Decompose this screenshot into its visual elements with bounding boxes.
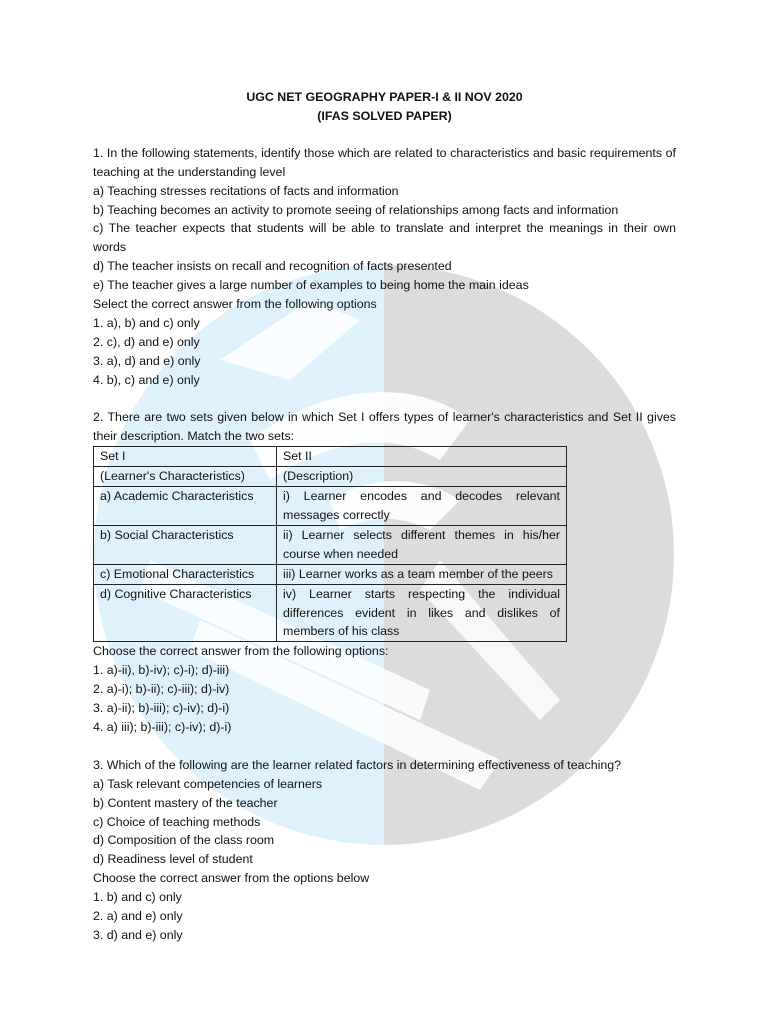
table-cell: d) Cognitive Characteristics (94, 584, 277, 642)
table-cell: c) Emotional Characteristics (94, 564, 277, 584)
table-cell: (Learner's Characteristics) (94, 467, 277, 487)
answer-option: 2. a)-i); b)-ii); c)-iii); d)-iv) (93, 682, 230, 697)
table-row (94, 525, 567, 564)
answer-option: 2. c), d) and e) only (93, 334, 200, 349)
answer-option: 1. a)-ii), b)-iv); c)-i); d)-iii) (93, 663, 230, 678)
statement: d) Readiness level of student (93, 852, 253, 867)
table-cell: b) Social Characteristics (94, 525, 277, 564)
question-stem: 1. In the following statements, identify those which are related to characteristics and basic requirements of teaching at the understanding level (93, 145, 676, 179)
table-cell: iv) Learner starts respecting the individual differences evident in likes and dislikes of members of his class (277, 584, 567, 642)
statement: e) The teacher gives a large number of examples to being home the main ideas (93, 278, 529, 293)
statement: b) Teaching becomes an activity to promote seeing of relationships among facts and information (93, 202, 619, 217)
statement: a) Task relevant competencies of learners (93, 776, 323, 791)
table-cell: Set I (94, 447, 277, 467)
answer-option: 3. a)-ii); b)-iii); c)-iv); d)-i) (93, 701, 230, 716)
page-subtitle: (IFAS SOLVED PAPER) (317, 108, 452, 123)
statement: d) The teacher insists on recall and recognition of facts presented (93, 259, 452, 274)
question-3 (93, 756, 676, 945)
statement: a) Teaching stresses recitations of facts and information (93, 183, 399, 198)
table-row (94, 564, 567, 584)
table-cell: ii) Learner selects different themes in his/her course when needed (277, 525, 567, 564)
table-row (94, 487, 567, 526)
question-1 (93, 144, 676, 390)
answer-option: 1. a), b) and c) only (93, 315, 200, 330)
answer-option: 3. a), d) and e) only (93, 353, 201, 368)
document-page (93, 88, 676, 945)
table-cell: a) Academic Characteristics (94, 487, 277, 526)
matching-table (93, 446, 567, 642)
answer-prompt: Choose the correct answer from the following options: (93, 644, 389, 659)
answer-option: 2. a) and e) only (93, 909, 183, 924)
page-title: UGC NET GEOGRAPHY PAPER-I & II NOV 2020 (246, 90, 523, 104)
answer-prompt: Choose the correct answer from the options below (93, 871, 370, 886)
question-stem: 2. There are two sets given below in which Set I offers types of learner's characteristics and Set II gives their description. Match the two sets: (93, 410, 676, 444)
statement: c) The teacher expects that students will be able to translate and interpret the meanings in their own words (93, 221, 676, 255)
table-cell: iii) Learner works as a team member of the peers (277, 564, 567, 584)
table-row (94, 447, 567, 467)
question-stem: 3. Which of the following are the learner related factors in determining effectiveness of teaching? (93, 757, 622, 772)
table-row (94, 467, 567, 487)
question-2 (93, 408, 676, 736)
statement: c) Choice of teaching methods (93, 814, 261, 829)
table-cell: i) Learner encodes and decodes relevant messages correctly (277, 487, 567, 526)
table-cell: (Description) (277, 467, 567, 487)
table-cell: Set II (277, 447, 567, 467)
answer-option: 3. d) and e) only (93, 927, 183, 942)
statement: d) Composition of the class room (93, 833, 275, 848)
answer-option: 4. a) iii); b)-iii); c)-iv); d)-i) (93, 719, 232, 734)
answer-option: 4. b), c) and e) only (93, 372, 200, 387)
answer-option: 1. b) and c) only (93, 890, 182, 905)
statement: b) Content mastery of the teacher (93, 795, 278, 810)
answer-prompt: Select the correct answer from the following options (93, 297, 377, 312)
table-row (94, 584, 567, 642)
